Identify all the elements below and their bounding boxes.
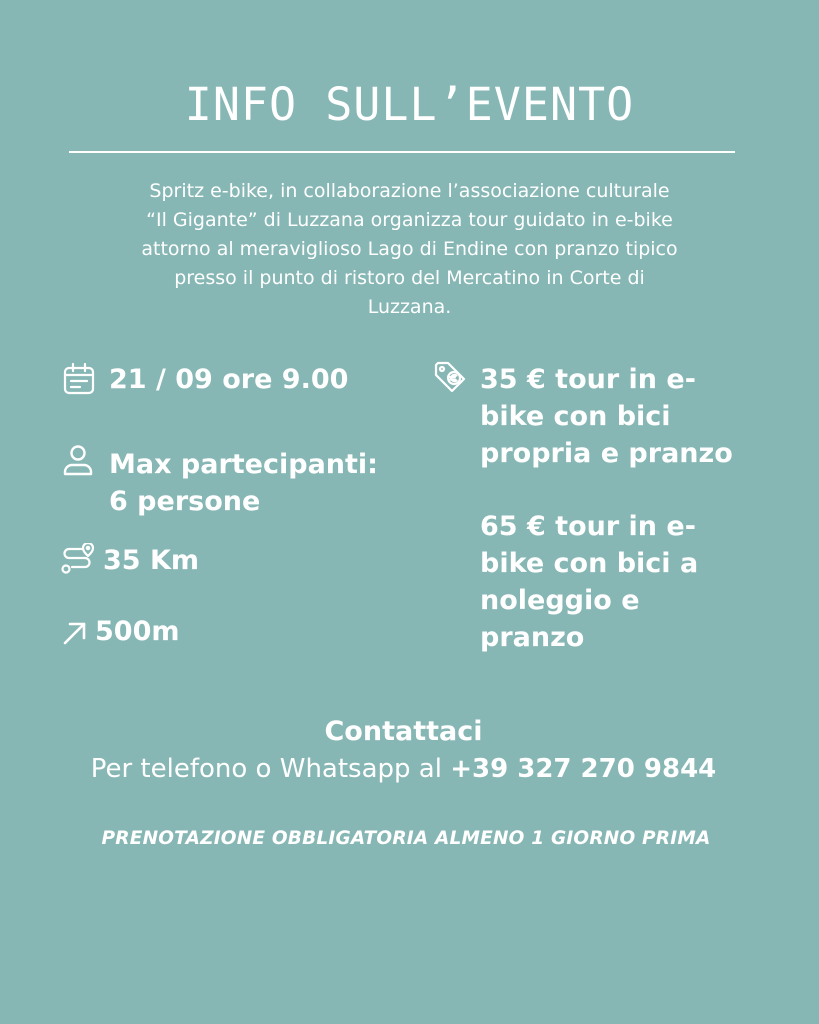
phone-number[interactable]: +39 327 270 9844 — [450, 754, 717, 784]
max-participants — [109, 446, 378, 520]
contact-info — [0, 754, 807, 784]
price-option-rental-bike — [480, 508, 698, 656]
description-line: attorno al meraviglioso Lago di Endine con pranzo tipico — [141, 238, 678, 260]
price-line: 35 € tour in e- — [480, 364, 696, 395]
user-icon — [62, 444, 94, 476]
event-date: 21 / 09 ore 9.00 — [109, 364, 349, 395]
price-line: pranzo — [480, 622, 585, 653]
description-line: “Il Gigante” di Luzzana organizza tour guidato in e-bike — [146, 209, 673, 231]
contact-prefix: Per telefono o Whatsapp al — [90, 754, 442, 784]
description-line: presso il punto di ristoro del Mercatino in Corte di — [174, 267, 645, 289]
price-line: 65 € tour in e- — [480, 511, 696, 542]
price-line: bike con bici a — [480, 548, 699, 579]
booking-notice: PRENOTAZIONE OBBLIGATORIA ALMENO 1 GIORNO PRIMA — [101, 828, 711, 849]
route-icon — [60, 543, 96, 577]
event-description — [60, 177, 759, 322]
price-option-own-bike — [480, 361, 733, 472]
price-tag-icon — [433, 361, 469, 395]
description-line: Spritz e-bike, in collaborazione l’associazione culturale — [149, 180, 670, 202]
participants-label: Max partecipanti: — [109, 449, 378, 480]
calendar-icon — [62, 362, 96, 396]
title-divider — [69, 151, 735, 153]
distance: 35 Km — [103, 545, 200, 576]
price-line: bike con bici — [480, 401, 671, 432]
page-title: INFO SULL’EVENTO — [184, 78, 635, 131]
contact-heading: Contattaci — [324, 716, 483, 747]
price-line: noleggio e — [480, 585, 640, 616]
participants-value: 6 persone — [109, 486, 261, 517]
description-line: Luzzana. — [367, 296, 452, 318]
price-line: propria e pranzo — [480, 438, 733, 469]
elevation-gain: 500m — [95, 616, 180, 647]
arrow-up-right-icon — [62, 620, 88, 646]
